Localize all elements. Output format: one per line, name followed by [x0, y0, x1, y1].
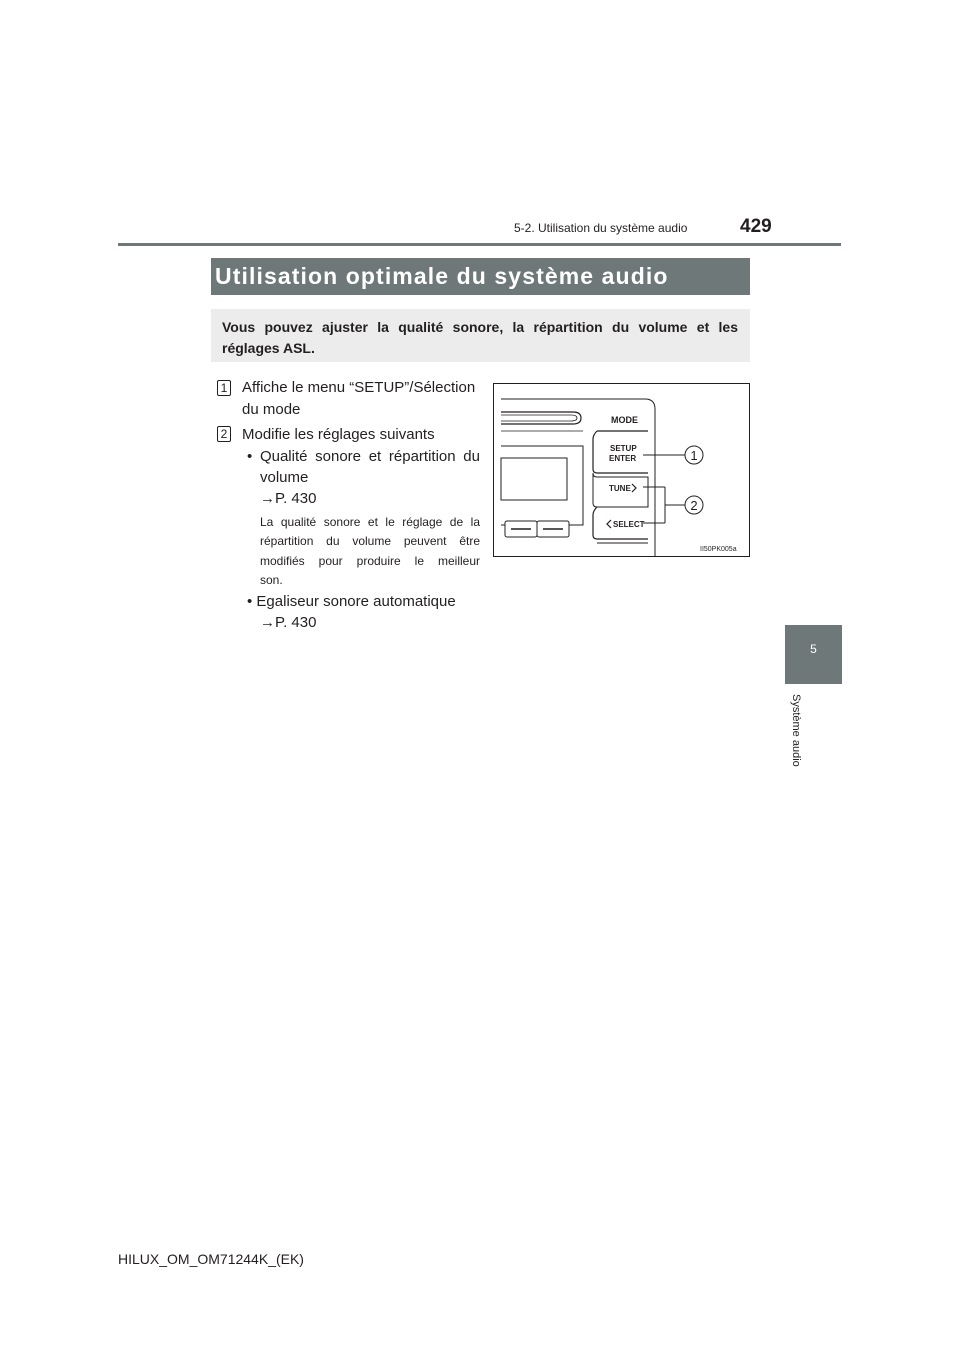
section-title-bar: [211, 258, 750, 295]
enter-label: ENTER: [609, 454, 637, 463]
note-line-1: La qualité sonore et le réglage de la: [260, 515, 480, 529]
section-title: Utilisation optimale du système audio: [215, 263, 669, 289]
section-header: 5-2. Utilisation du système audio: [514, 221, 688, 235]
mode-label: MODE: [611, 415, 638, 425]
display-screen: [501, 458, 567, 500]
figure-code: II50PK005a: [700, 546, 737, 553]
intro-box: [211, 309, 750, 362]
item-2-bullet-2: • Egaliseur sonore automatique: [247, 593, 456, 610]
item-2-bullet-1-ref: →P. 430: [260, 490, 317, 507]
audio-panel-figure: [493, 383, 750, 557]
select-label: SELECT: [613, 520, 645, 529]
item-2-bullet-2-ref: →P. 430: [260, 614, 317, 631]
callout-number-2: 2: [690, 498, 698, 513]
note-line-2: répartition du volume peuvent être: [260, 534, 480, 548]
item-number-2: 2: [217, 426, 231, 442]
note-line-3: modifiés pour produire le meilleur: [260, 554, 480, 568]
chapter-number: 5: [810, 642, 817, 656]
tune-label: TUNE: [609, 484, 631, 493]
header-divider: [118, 243, 841, 246]
item-2-bullet-1-line-1: • Qualité sonore et répartition du: [247, 448, 480, 465]
item-2-line-1: Modifie les réglages suivants: [242, 426, 435, 443]
setup-label: SETUP: [610, 444, 637, 453]
chapter-label: Système audio: [790, 694, 802, 767]
page-number: 429: [740, 216, 772, 237]
item-2-bullet-1-line-2: volume: [260, 469, 309, 486]
document-code-footer: HILUX_OM_OM71244K_(EK): [118, 1251, 304, 1267]
chapter-label-wrap: [788, 694, 808, 794]
item-1-line-2: du mode: [242, 401, 301, 418]
item-1-line-1: Affiche le menu “SETUP”/Sélection: [242, 379, 476, 396]
intro-text: Vous pouvez ajuster la qualité sonore, la répartition du volume et les réglages ASL.: [222, 319, 738, 356]
item-number-1: 1: [217, 380, 231, 396]
chapter-tab: [785, 625, 842, 684]
note-line-4: son.: [260, 573, 283, 587]
callout-number-1: 1: [690, 448, 698, 463]
